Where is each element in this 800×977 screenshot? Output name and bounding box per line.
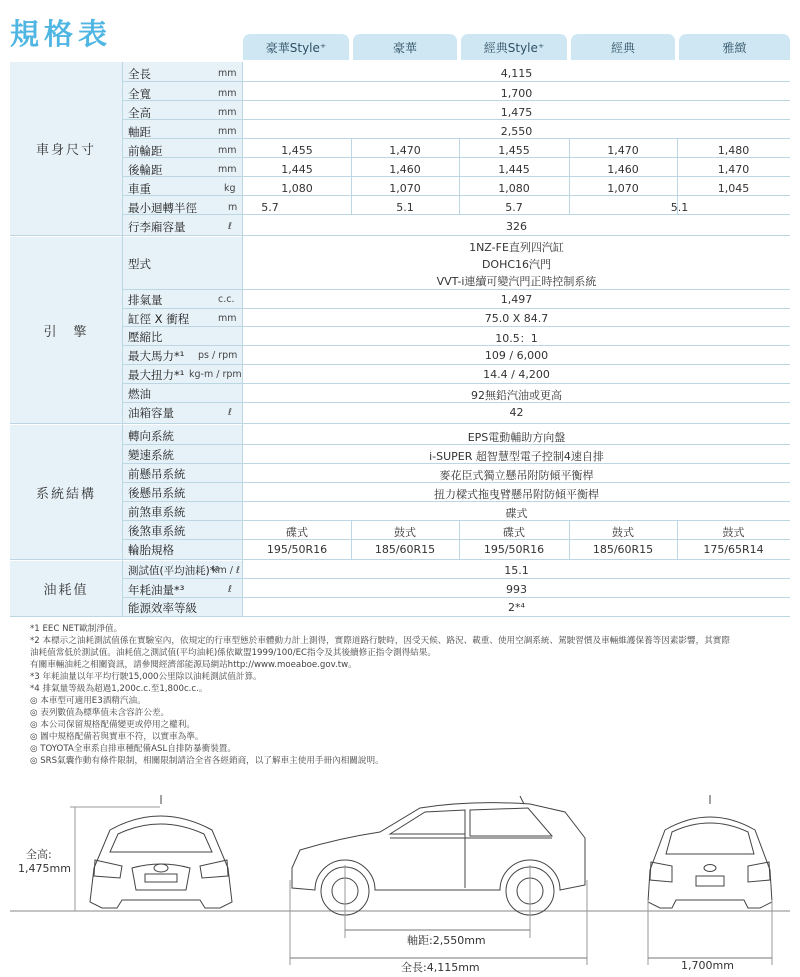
note: ◎ TOYOTA全車系自排車種配備ASL自排防暴衝裝置。 (30, 744, 236, 754)
row-value: 5.7 (505, 201, 523, 214)
note: ◎ SRS氣囊作動有條件限制，相關限制請洽全省各經銷商，以了解車主使用手冊內相關說明。 (30, 756, 384, 766)
row-separator (122, 326, 790, 327)
variant-header-3: 經典Style⁺ (461, 34, 567, 60)
row-value: 1,070 (607, 182, 639, 195)
row-value: 993 (506, 583, 527, 596)
note: 油耗值常低於測試值。油耗值之測試值(平均油耗)係依歐盟1999/100/EC指令及其後續修正指令測得結果。 (30, 648, 436, 658)
row-separator (122, 383, 790, 384)
row-value: i-SUPER 超智慧型電子控制4速自排 (429, 450, 604, 463)
row-label: 全寬 (128, 87, 151, 101)
car-dimension-drawings (0, 790, 800, 977)
row-value: 185/60R15 (374, 543, 436, 556)
row-label: 最大馬力*¹ (128, 349, 185, 363)
category-fuel: 油耗值 (43, 583, 89, 598)
row-value: 1,470 (607, 144, 639, 157)
row-separator (122, 214, 790, 215)
category-system: 系統結構 (35, 486, 96, 502)
height-label: 全高: (26, 848, 52, 861)
row-value: 75.0 X 84.7 (484, 312, 549, 325)
variant-header-2: 豪華 (353, 34, 457, 60)
row-value: 195/50R16 (266, 543, 328, 556)
row-value: 1,445 (498, 163, 530, 176)
row-value: 15.1 (504, 564, 529, 577)
row-separator (122, 578, 790, 579)
row-value: 1,475 (500, 106, 533, 119)
row-value: 42 (509, 406, 524, 419)
row-value: 碟式 (505, 507, 528, 520)
row-unit: km / ℓ (212, 565, 240, 576)
car-front-view (90, 795, 232, 908)
row-separator (122, 119, 790, 120)
row-label: 變速系統 (128, 448, 174, 462)
row-label: 全高 (128, 106, 151, 120)
row-value: VVT-i連續可變汽門正時控制系統 (436, 275, 597, 288)
row-label: 型式 (128, 257, 151, 271)
variant-header-1: 豪華Style⁺ (243, 34, 349, 60)
row-unit: ℓ (228, 221, 232, 232)
row-value: 扭力樑式拖曳臂懸吊附防傾平衡桿 (434, 488, 599, 501)
row-value: 碟式 (503, 526, 525, 539)
row-value: 鼓式 (722, 526, 745, 539)
row-value: 1,700 (500, 87, 533, 100)
note: ◎ 表列數值為標準值未含容許公差。 (30, 708, 170, 718)
row-value: 5.7 (261, 201, 279, 214)
row-label: 最小迴轉半徑 (128, 201, 197, 215)
row-value: 1,080 (281, 182, 313, 195)
width-label: 1,700mm (681, 959, 734, 972)
row-unit: mm (218, 107, 237, 118)
row-label: 能源效率等級 (128, 601, 197, 615)
row-value: 5.1 (396, 201, 414, 214)
row-unit: mm (218, 313, 237, 324)
note: 有關車輛油耗之相關資訊，請參閱經濟部能源局網站http://www.moeaboe.gov.tw。 (30, 660, 357, 670)
row-value: 1,080 (498, 182, 530, 195)
note: *4 排氣量等級為超過1,200c.c.至1,800c.c.。 (30, 684, 208, 694)
row-value: 5.1 (670, 201, 689, 214)
note: ◎ 本車型可適用E3酒精汽油。 (30, 696, 146, 706)
row-label: 行李廂容量 (128, 220, 186, 234)
row-unit: ps / rpm (198, 350, 238, 361)
row-value: 10.5：1 (495, 332, 538, 345)
row-value: 1,455 (498, 144, 530, 157)
row-separator (122, 195, 790, 196)
row-value: 175/65R14 (703, 543, 764, 556)
row-label: 測試值(平均油耗)*² (128, 565, 220, 577)
row-label: 燃油 (128, 387, 151, 401)
row-value: EPS電動輔助方向盤 (467, 431, 566, 444)
variant-header-5: 雅緻 (679, 34, 790, 60)
row-value: 185/60R15 (592, 543, 654, 556)
row-value: 2,550 (500, 125, 533, 138)
row-value: 2*⁴ (508, 601, 525, 614)
row-unit: kg-m / rpm (189, 369, 242, 380)
row-value: 1,445 (281, 163, 313, 176)
row-separator (122, 81, 790, 82)
row-separator (122, 308, 790, 309)
row-value: 14.4 / 4,200 (483, 368, 550, 381)
row-label: 壓縮比 (128, 330, 163, 344)
row-label: 最大扭力*¹ (128, 368, 185, 382)
row-value: 鼓式 (394, 526, 416, 539)
wheelbase-label: 軸距:2,550mm (407, 934, 486, 947)
row-value: 碟式 (286, 526, 308, 539)
row-value: 1,045 (717, 182, 750, 195)
section-divider (10, 235, 790, 236)
row-separator (122, 364, 790, 365)
row-label: 年耗油量*³ (128, 583, 185, 597)
category-body: 車身尺寸 (35, 143, 96, 158)
row-value: 1,470 (389, 144, 421, 157)
row-value: 1,497 (500, 293, 533, 306)
car-rear-view (648, 795, 772, 965)
row-label: 後懸吊系統 (128, 486, 186, 500)
section-divider (10, 559, 790, 560)
row-unit: kg (224, 183, 236, 194)
column-divider (122, 62, 123, 616)
row-label: 缸徑 X 衝程 (128, 312, 190, 326)
row-label: 軸距 (128, 125, 151, 139)
row-value: 鼓式 (612, 526, 634, 539)
row-value: 109 / 6,000 (484, 349, 549, 362)
row-value: 麥花臣式獨立懸吊附防傾平衡桿 (439, 469, 594, 482)
row-label: 排氣量 (128, 293, 163, 307)
note: *1 EEC NET歐制淨值。 (30, 624, 123, 634)
note: ◎ 圖中規格配備若與實車不符，以實車為準。 (30, 732, 204, 742)
row-label: 後煞車系統 (128, 524, 186, 538)
row-unit: mm (218, 164, 237, 175)
row-unit: ℓ (228, 584, 232, 595)
row-value: 1,480 (717, 144, 750, 157)
row-value: 1,460 (607, 163, 639, 176)
note: ◎ 本公司保留規格配備變更或停用之權利。 (30, 720, 195, 730)
row-label: 後輪距 (128, 163, 163, 177)
row-unit: m (228, 202, 238, 213)
variant-header-4: 經典 (571, 34, 675, 60)
row-value: DOHC16汽門 (481, 258, 552, 271)
row-value: 195/50R16 (483, 543, 545, 556)
row-separator (122, 176, 790, 177)
row-unit: mm (218, 126, 237, 137)
row-value: 1,455 (281, 144, 313, 157)
row-unit: c.c. (218, 294, 235, 305)
row-unit: mm (218, 68, 237, 79)
row-value: 326 (506, 220, 527, 233)
row-label: 油箱容量 (128, 406, 174, 420)
height-value: 1,475mm (18, 862, 71, 875)
section-divider (10, 616, 790, 617)
row-unit: mm (218, 145, 237, 156)
row-value: 1,070 (389, 182, 421, 195)
row-unit: ℓ (228, 407, 232, 418)
note: *2 本標示之油耗測試值係在實驗室內，依規定的行車型態於車體動力計上測得，實際道路行駛時，因受天候、路況、載重、使用空調系統、駕駛習慣及車輛維護保養等因素影響，其實際 (30, 636, 730, 646)
row-value: 1,470 (717, 163, 750, 176)
page-title: 規格表 (10, 17, 113, 51)
note: *3 年耗油量以年平均行駛15,000公里除以油耗測試值計算。 (30, 672, 262, 682)
row-label: 車重 (128, 182, 151, 196)
row-value: 4,115 (500, 67, 533, 80)
row-separator (122, 157, 790, 158)
row-label: 輪胎規格 (128, 543, 174, 557)
row-separator (122, 138, 790, 139)
row-label: 轉向系統 (128, 429, 174, 443)
row-separator (122, 100, 790, 101)
category-engine: 引 擎 (43, 324, 89, 340)
row-label: 前懸吊系統 (128, 467, 186, 481)
row-value: 92無鉛汽油或更高 (471, 389, 562, 402)
row-label: 全長 (128, 67, 151, 81)
row-separator (122, 597, 790, 598)
row-value: 1,460 (389, 163, 421, 176)
section-divider (10, 423, 790, 424)
row-separator (122, 289, 790, 290)
row-label: 前煞車系統 (128, 505, 186, 519)
row-unit: mm (218, 88, 237, 99)
row-value: 1NZ-FE直列四汽缸 (469, 241, 564, 254)
row-label: 前輪距 (128, 144, 163, 158)
footnotes (30, 623, 790, 767)
length-label: 全長:4,115mm (401, 961, 480, 974)
